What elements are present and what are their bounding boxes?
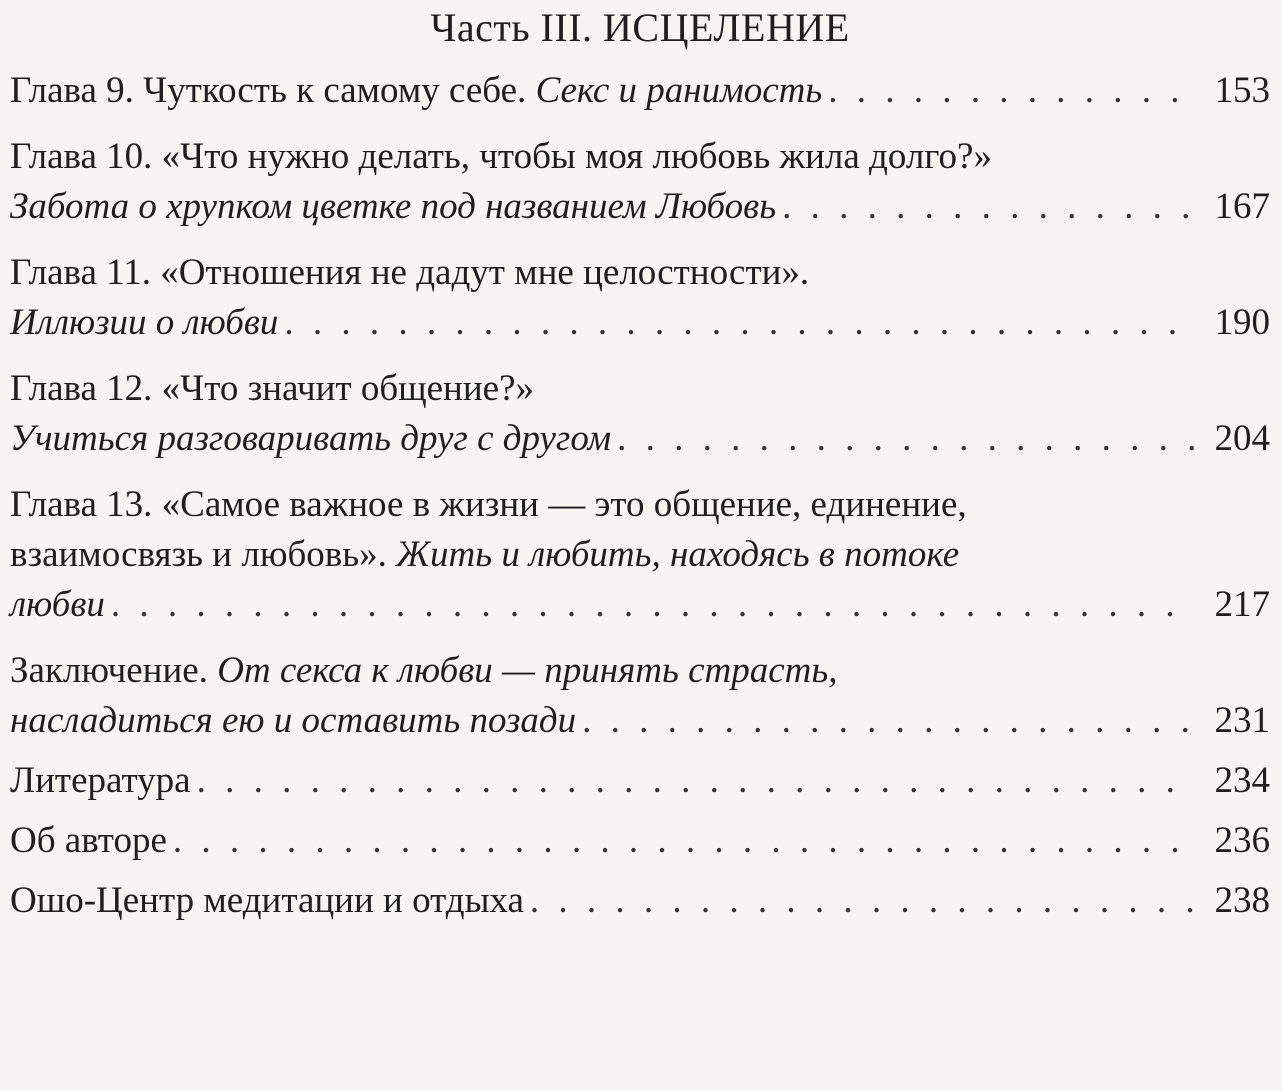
toc-entry-text — [10, 580, 105, 630]
toc-entry-text — [10, 530, 959, 580]
toc-entry-line — [10, 480, 1270, 530]
leader-dots — [617, 414, 1194, 464]
toc-entry[interactable] — [10, 816, 1270, 866]
toc-text-italic: Учиться разговаривать друг с другом — [10, 418, 612, 459]
toc-entry-line — [10, 696, 1270, 746]
leader-dots — [197, 756, 1194, 806]
toc-entry-text — [10, 364, 534, 414]
toc-text-plain: Глава 9. Чуткость к самому себе. — [10, 70, 536, 111]
leader-dots — [782, 182, 1194, 232]
toc-entry-line — [10, 248, 1270, 298]
toc-entry-line — [10, 364, 1270, 414]
toc-entry-text — [10, 248, 809, 298]
leader-dots — [582, 696, 1194, 746]
toc-entry-text — [10, 298, 278, 348]
toc-text-plain: Глава 12. «Что значит общение?» — [10, 368, 534, 409]
page-number: 167 — [1214, 186, 1270, 227]
toc-entry-text — [10, 816, 167, 866]
page-number: 217 — [1214, 584, 1270, 625]
part-heading — [10, 6, 1270, 50]
leader-dots — [111, 580, 1194, 630]
toc-text-italic: Иллюзии о любви — [10, 302, 279, 343]
toc-entry-line — [10, 646, 1270, 696]
page-number: 234 — [1214, 760, 1270, 801]
toc-entry-line — [10, 756, 1270, 806]
toc-text-plain: Заключение. — [10, 650, 218, 691]
toc-entry-text — [10, 182, 776, 232]
toc-text-italic: От секса к любви — принять страсть, — [217, 650, 838, 691]
toc-entry-line — [10, 816, 1270, 866]
toc-entry-text — [10, 646, 837, 696]
toc-text-italic: любви — [10, 584, 105, 625]
toc-entry-line — [10, 876, 1270, 926]
leader-dots — [828, 66, 1194, 116]
toc-entry-line — [10, 580, 1270, 630]
toc-text-plain: Литература — [10, 760, 191, 801]
page-number: 204 — [1214, 418, 1270, 459]
toc-text-plain: Глава 11. «Отношения не дадут мне целостности». — [10, 252, 810, 293]
toc-entry-text — [10, 66, 822, 116]
toc-text-plain: Глава 10. «Что нужно делать, чтобы моя любовь жила долго?» — [10, 136, 992, 177]
toc-entry[interactable] — [10, 132, 1270, 232]
toc-entry[interactable] — [10, 876, 1270, 926]
toc-entry[interactable] — [10, 248, 1270, 348]
part-label: Часть III. — [430, 5, 593, 50]
toc-entry-text — [10, 414, 611, 464]
toc-entry-line — [10, 132, 1270, 182]
toc-text-italic: насладиться ею и оставить позади — [10, 700, 577, 741]
page-number: 231 — [1214, 700, 1270, 741]
toc-text-plain: Об авторе — [10, 820, 167, 861]
toc-text-plain: взаимосвязь и любовь». — [10, 534, 397, 575]
page-number: 238 — [1214, 880, 1270, 921]
toc-entry-line — [10, 298, 1270, 348]
toc-text-italic: Жить и любить, находясь в потоке — [396, 534, 960, 575]
toc-text-italic: Забота о хрупком цветке под названием Любовь — [10, 186, 777, 227]
toc-entry-text — [10, 480, 967, 530]
toc-entry[interactable] — [10, 364, 1270, 464]
toc-entry[interactable] — [10, 480, 1270, 630]
table-of-contents — [10, 66, 1270, 926]
toc-entry-line — [10, 66, 1270, 116]
toc-text-plain: Глава 13. «Самое важное в жизни — это общение, единение, — [10, 484, 967, 525]
leader-dots — [530, 876, 1194, 926]
toc-entry-text — [10, 132, 992, 182]
toc-text-plain: Ошо-Центр медитации и отдыха — [10, 880, 524, 921]
page-number: 190 — [1214, 302, 1270, 343]
toc-entry[interactable] — [10, 756, 1270, 806]
toc-entry-text — [10, 756, 191, 806]
toc-entry-text — [10, 876, 524, 926]
leader-dots — [284, 298, 1194, 348]
toc-entry-line — [10, 530, 1270, 580]
toc-entry-line — [10, 414, 1270, 464]
leader-dots — [173, 816, 1194, 866]
toc-entry[interactable] — [10, 646, 1270, 746]
toc-text-italic: Секс и ранимость — [535, 70, 823, 111]
toc-entry-line — [10, 182, 1270, 232]
part-title: ИСЦЕЛЕНИЕ — [603, 5, 850, 50]
toc-entry-text — [10, 696, 576, 746]
page-number: 236 — [1214, 820, 1270, 861]
toc-entry[interactable] — [10, 66, 1270, 116]
page-number: 153 — [1214, 70, 1270, 111]
